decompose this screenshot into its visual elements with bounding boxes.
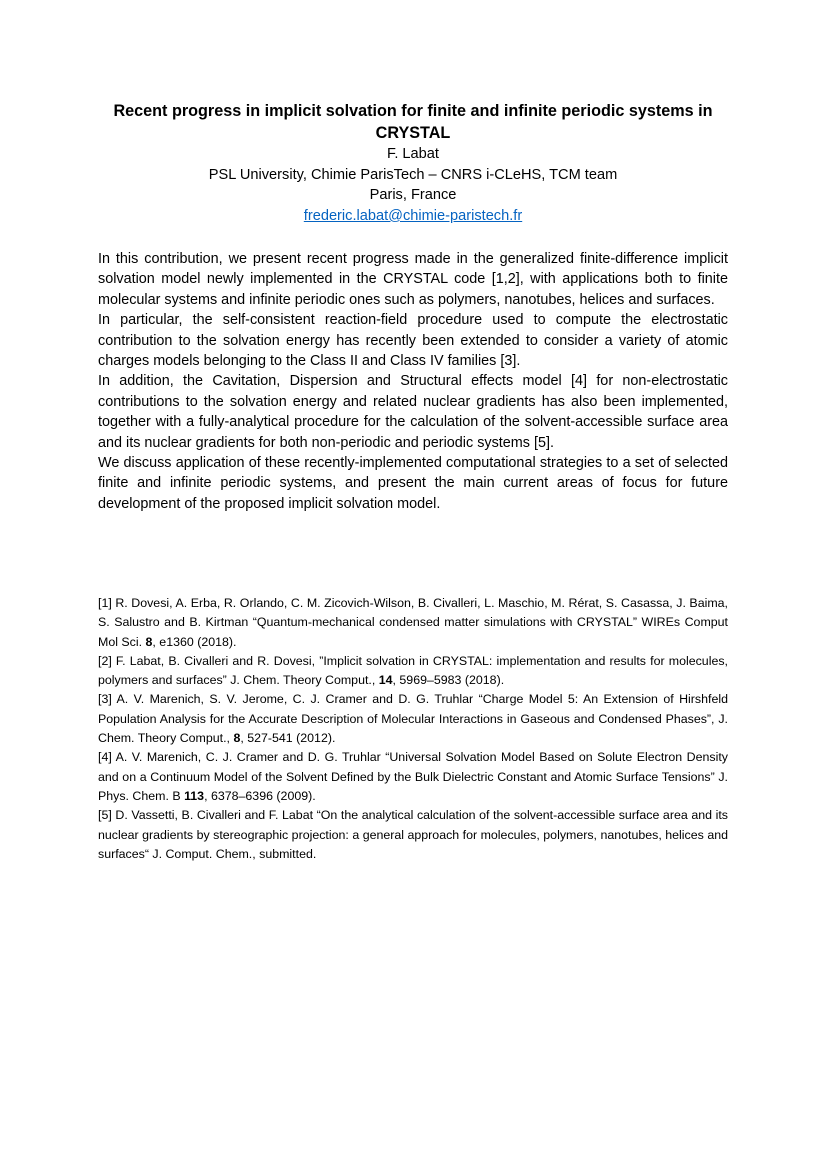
abstract-header	[98, 100, 728, 226]
reference-pages: , e1360 (2018).	[152, 634, 237, 649]
reference-text: [3] A. V. Marenich, S. V. Jerome, C. J. Cramer and D. G. Truhlar “Charge Model 5: An Extension of Hirshfeld Population Analysis for the Accurate Description of Molecular Interactions in Gaseous and Condensed Phases”, J. Chem. Theory Comput.,	[98, 692, 728, 746]
reference-pages: , 6378–6396 (2009).	[204, 788, 316, 803]
reference-text: [2] F. Labat, B. Civalleri and R. Dovesi, ”Implicit solvation in CRYSTAL: implementation and results for molecules, polymers and surfaces” J. Chem. Theory Comput.,	[98, 653, 728, 688]
abstract-body	[98, 249, 728, 514]
reference-item	[98, 594, 728, 652]
abstract-paragraph: In addition, the Cavitation, Dispersion and Structural effects model [4] for non-electrostatic contributions to the solvation energy and related nuclear gradients has also been implemented, together with a fully-analytical procedure for the calculation of the solvent-accessible surface area and its nuclear gradients for both non-periodic and periodic systems [5].	[98, 373, 728, 451]
reference-text: [5] D. Vassetti, B. Civalleri and F. Labat “On the analytical calculation of the solvent-accessible surface area and its nuclear gradients by stereographic projection: a general approach for molecules, polymers, nanotubes, helices and surfaces“ J. Comput. Chem., submitted.	[98, 808, 728, 861]
reference-pages: , 527-541 (2012).	[240, 731, 336, 746]
author-name: F. Labat	[387, 146, 439, 162]
author-location: Paris, France	[369, 187, 457, 204]
reference-item	[98, 806, 728, 864]
reference-volume: 113	[184, 788, 205, 803]
abstract-paragraph: In particular, the self-consistent reaction-field procedure used to compute the electrostatic contribution to the solvation energy has recently been extended to consider a variety of atomic charges models belonging to the Class II and Class IV families [3].	[98, 312, 728, 370]
reference-text: [1] R. Dovesi, A. Erba, R. Orlando, C. M. Zicovich-Wilson, B. Civalleri, L. Maschio, M. Rérat, S. Casassa, J. Baima, S. Salustro and B. Kirtman “Quantum-mechanical condensed matter simulations with CRYSTAL” WIREs Comput Mol Sci.	[98, 596, 728, 649]
reference-pages: , 5969–5983 (2018).	[392, 673, 505, 688]
author-affiliation: PSL University, Chimie ParisTech – CNRS i-CLeHS, TCM team	[208, 166, 618, 183]
reference-item	[98, 748, 728, 806]
abstract-paragraph: In this contribution, we present recent progress made in the generalized finite-difference implicit solvation model newly implemented in the CRYSTAL code [1,2], with applications both to finite molecular systems and infinite periodic ones such as polymers, nanotubes, helices and surfaces.	[98, 251, 728, 308]
reference-volume: 8	[233, 731, 241, 746]
reference-list	[98, 594, 728, 864]
author-email-link[interactable]: frederic.labat@chimie-paristech.fr	[303, 207, 523, 224]
paper-title: Recent progress in implicit solvation for finite and infinite periodic systems in CRYSTAL	[113, 102, 713, 142]
reference-volume: 8	[145, 634, 153, 649]
reference-volume: 14	[378, 673, 393, 688]
reference-text: [4] A. V. Marenich, C. J. Cramer and D. G. Truhlar “Universal Solvation Model Based on Solute Electron Density and on a Continuum Model of the Solvent Defined by the Bulk Dielectric Constant and Atomic Surface Tensions” J. Phys. Chem. B	[98, 750, 728, 803]
reference-item	[98, 652, 728, 691]
abstract-paragraph: We discuss application of these recently-implemented computational strategies to a set of selected finite and infinite periodic systems, and present the main current areas of focus for future development of the proposed implicit solvation model.	[98, 455, 728, 512]
reference-item	[98, 690, 728, 748]
